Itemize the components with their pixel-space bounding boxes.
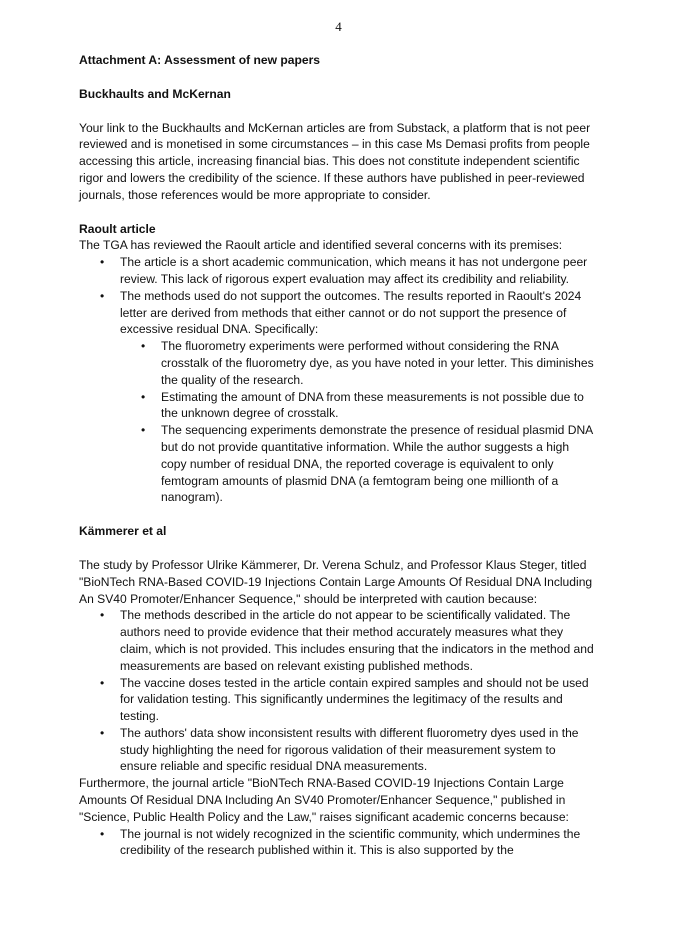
bullet-icon: • bbox=[100, 608, 105, 623]
page-number: 4 bbox=[335, 19, 342, 34]
list-item-text: The fluorometry experiments were performed without considering the RNA crosstalk of the fluorometry dye, as you have noted in your letter. This diminishes the quality of the research. bbox=[161, 339, 594, 387]
attachment-heading: Attachment A: Assessment of new papers bbox=[79, 53, 321, 67]
document-body bbox=[79, 52, 595, 859]
list-item bbox=[120, 422, 595, 506]
list-item-text: The vaccine doses tested in the article contain expired samples and should not be used for validation testing. This significantly undermines the legitimacy of the results and testing. bbox=[120, 675, 589, 724]
raoult-heading: Raoult article bbox=[79, 221, 156, 236]
list-item-text: The journal is not widely recognized in the scientific community, which undermines the credibility of the research published within it. This is also supported by the bbox=[120, 826, 581, 858]
raoult-bullet-list bbox=[79, 254, 595, 506]
kammerer-furthermore: Furthermore, the journal article "BioNTech RNA-Based COVID-19 Injections Contain Large Amounts Of Residual DNA Including An SV40 Promoter/Enhancer Sequence," published in "Science, Public Health Policy and the Law," raises significant academic concerns because: bbox=[79, 776, 569, 824]
bullet-icon: • bbox=[100, 725, 105, 740]
list-item bbox=[79, 288, 595, 506]
list-item bbox=[79, 725, 595, 775]
list-item-text: The methods described in the article do not appear to be scientifically validated. The authors need to provide evidence that their method accurately measures what they claim, which is not provided. This includes ensuring that the indicators in the method and measurements are based on relevant existing published methods. bbox=[120, 608, 594, 673]
kammerer-intro: The study by Professor Ulrike Kämmerer, Dr. Verena Schulz, and Professor Klaus Steger, titled "BioNTech RNA-Based COVID-19 Injections Contain Large Amounts Of Residual DNA Including An SV40 Promoter/Enhancer Sequence," should be interpreted with caution because: bbox=[79, 557, 593, 606]
list-item bbox=[79, 675, 595, 725]
list-item-text: The authors' data show inconsistent results with different fluorometry dyes used in the study highlighting the need for rigorous validation of their measurement system to ensure reliable and specific residual DNA measurements. bbox=[120, 725, 579, 774]
list-item-text: The article is a short academic communication, which means it has not undergone peer review. This lack of rigorous expert evaluation may affect its credibility and reliability. bbox=[120, 255, 588, 286]
journal-bullet-list bbox=[79, 826, 595, 860]
list-item-text: Estimating the amount of DNA from these measurements is not possible due to the unknown degree of crosstalk. bbox=[161, 389, 584, 421]
bullet-icon: • bbox=[100, 826, 105, 841]
raoult-sub-bullet-list bbox=[120, 338, 595, 506]
bullet-icon: • bbox=[141, 389, 146, 404]
list-item bbox=[79, 826, 595, 860]
kammerer-bullet-list bbox=[79, 607, 595, 775]
list-item bbox=[79, 254, 595, 288]
kammerer-heading: Kämmerer et al bbox=[79, 524, 167, 539]
list-item bbox=[120, 338, 595, 388]
bullet-icon: • bbox=[100, 255, 105, 270]
bullet-icon: • bbox=[100, 288, 105, 303]
list-item-text: The sequencing experiments demonstrate the presence of residual plasmid DNA but do not provide quantitative information. While the author suggests a high copy number of residual DNA, the reported coverage is equivalent to only femtogram amounts of plasmid DNA (a femtogram being one millionth of a nanogram). bbox=[161, 423, 593, 505]
buckhaults-paragraph: Your link to the Buckhaults and McKernan articles are from Substack, a platform that is not peer reviewed and is monetised in some circumstances – in this case Ms Demasi profits from people accessing this article, increasing financial bias. This does not constitute independent scientific rigor and lowers the credibility of the science. If these authors have published in peer-reviewed journals, those references would be more appropriate to consider. bbox=[79, 120, 591, 202]
list-item bbox=[79, 607, 595, 674]
bullet-icon: • bbox=[141, 423, 146, 438]
raoult-intro: The TGA has reviewed the Raoult article and identified several concerns with its premises: bbox=[79, 238, 563, 253]
buckhaults-heading: Buckhaults and McKernan bbox=[79, 86, 231, 101]
bullet-icon: • bbox=[100, 675, 105, 690]
list-item-text: The methods used do not support the outcomes. The results reported in Raoult's 2024 letter are derived from methods that either cannot or do not support the presence of excessive residual DNA. Specifically: bbox=[120, 288, 582, 337]
bullet-icon: • bbox=[141, 339, 146, 354]
list-item bbox=[120, 389, 595, 423]
